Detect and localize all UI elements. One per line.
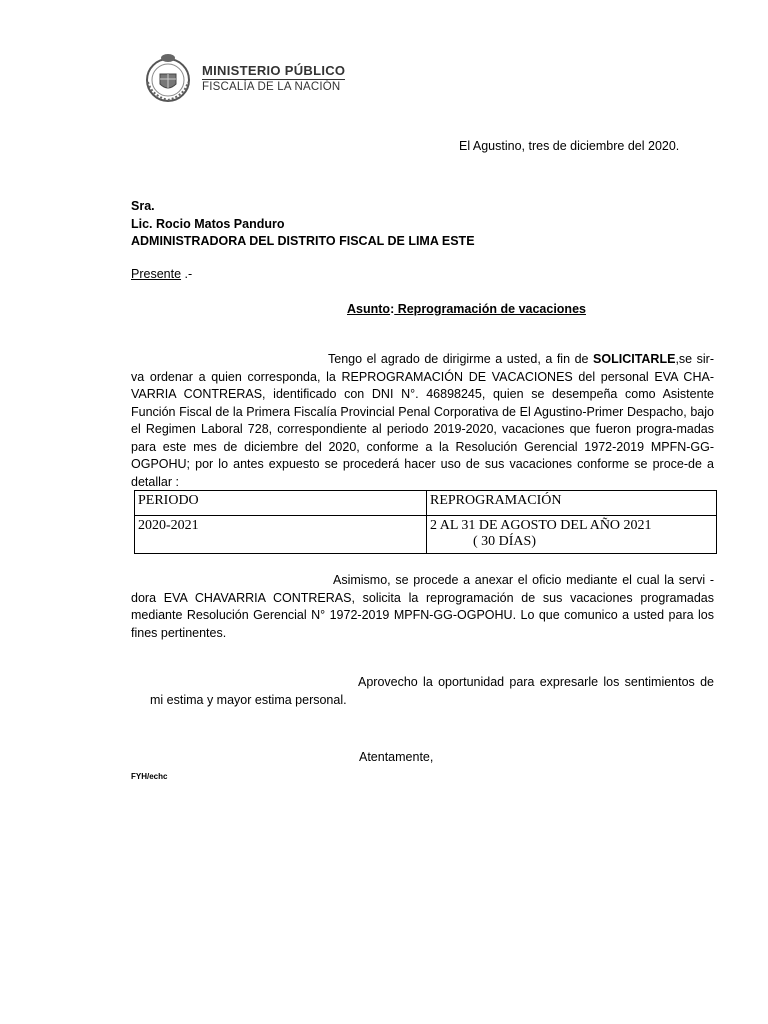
body-paragraph-1 — [131, 351, 714, 491]
table-header-row — [135, 491, 717, 516]
subject-label: Asunto — [347, 302, 391, 316]
cell-schedule — [427, 516, 717, 554]
paragraph1-rest: ,se sir-va ordenar a quien corresponda, la REPROGRAMACIÓN DE VACACIONES del personal EVA CHA-VARRIA CONTRERAS, identificado con DNI N°. 46898245, quien se desempeña como Asistente Función Fiscal de la Primera Fiscalía Provincial Penal Corporativa de El Agustino-Primer Despacho, bajo el Regimen Laboral 728, correspondiente al periodo 2019-2020, vacaciones que fueron progra-madas para este mes de diciembre del 2020, conforme a la Resolución Gerencial 1972-2019 MPFN-GG-OGPOHU; por lo antes expuesto se procederá hacer uso de sus vacaciones conforme se proce-de a detallar : — [131, 352, 715, 489]
vacation-table — [134, 490, 717, 554]
paragraph1-lead: Tengo el agrado de dirigirme a usted, a fin de — [328, 352, 594, 366]
table-row — [135, 516, 717, 554]
presente-suffix: .- — [181, 267, 193, 281]
coat-of-arms-seal-icon — [142, 52, 194, 104]
logo-text — [202, 63, 345, 93]
schedule-dates: 2 AL 31 DE AGOSTO DEL AÑO 2021 — [430, 518, 652, 533]
recipient-title: ADMINISTRADORA DEL DISTRITO FISCAL DE LIMA ESTE — [131, 234, 475, 248]
presente-line — [131, 267, 192, 281]
paragraph2-text: Asimismo, se procede a anexar el oficio mediante el cual la servi - dora EVA CHAVARRIA CONTRERAS, solicita la reprogramación de sus vacaciones programadas mediante Resolución Gerencial N° 1972-2019 MPFN-GG-OGPOHU. Lo que comunico a usted para los fines pertinentes. — [131, 573, 714, 640]
recipient-name: Lic. Rocio Matos Panduro — [131, 216, 285, 231]
logo-title: MINISTERIO PÚBLICO — [202, 63, 346, 78]
presente-word: Presente — [131, 267, 182, 281]
author-initials: FYH/echc — [131, 772, 168, 781]
recipient-salutation: Sra. — [131, 199, 155, 213]
logo-subtitle: FISCALÍA DE LA NACIÓN — [202, 81, 341, 93]
cell-period: 2020-2021 — [135, 516, 427, 554]
subject-text: Reprogramación de vacaciones — [394, 302, 586, 316]
paragraph1-bold: SOLICITARLE — [593, 352, 676, 366]
subject-colon: : — [390, 302, 395, 316]
schedule-days: ( 30 DÍAS) — [473, 534, 536, 549]
header-reprogramming: REPROGRAMACIÓN — [427, 491, 717, 516]
closing-line: Atentamente, — [359, 750, 434, 764]
paragraph3-text: Aprovecho la oportunidad para expresarle los sentimientos de mi estima y mayor estima personal. — [150, 675, 714, 707]
body-paragraph-2 — [131, 572, 714, 642]
institution-logo — [142, 48, 367, 108]
header-period: PERIODO — [135, 491, 427, 516]
subject-line — [347, 302, 586, 316]
recipient-block — [131, 198, 475, 251]
body-paragraph-3 — [150, 674, 714, 709]
letter-date: El Agustino, tres de diciembre del 2020. — [459, 139, 680, 153]
